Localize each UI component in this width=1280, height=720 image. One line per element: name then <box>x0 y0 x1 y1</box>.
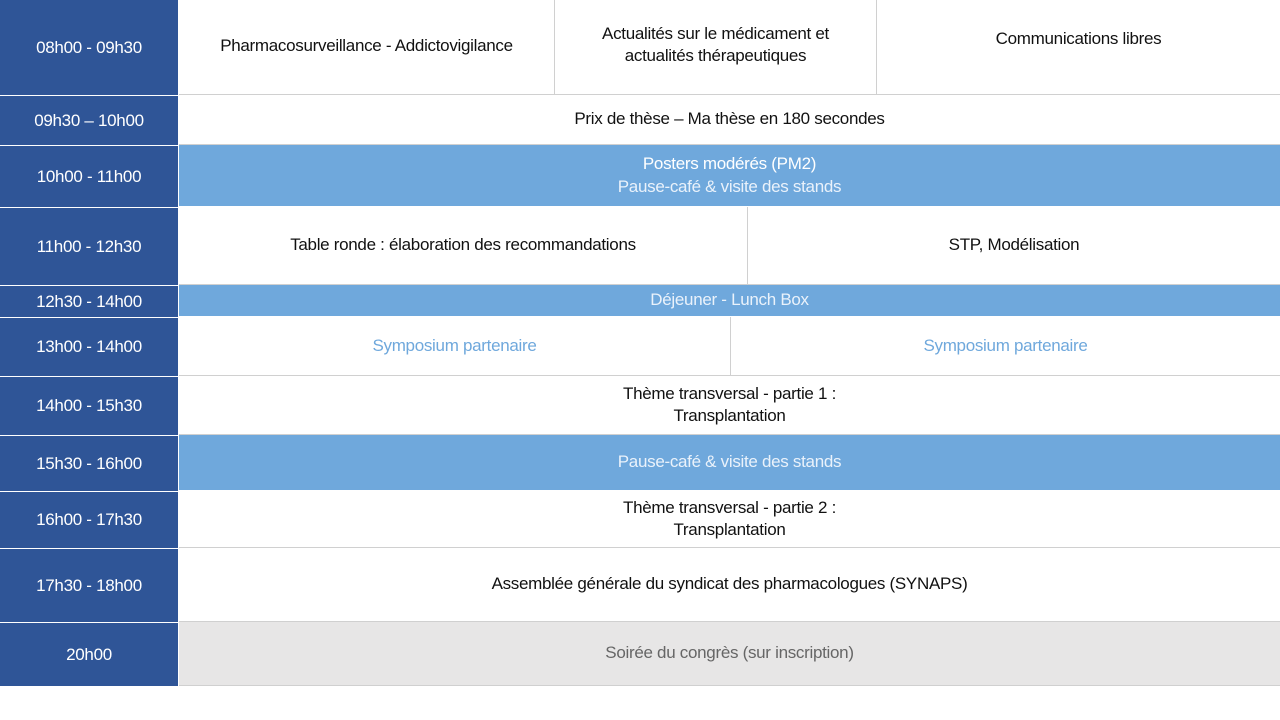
schedule-row-2000 <box>0 622 1280 686</box>
session-label: Table ronde : élaboration des recommandations <box>290 235 636 255</box>
session-table-ronde <box>179 207 748 285</box>
session-posters-pause <box>179 145 1280 207</box>
time-slot: 11h00 - 12h30 <box>0 207 179 285</box>
session-label: STP, Modélisation <box>948 235 1080 255</box>
session-label: Communications libres <box>995 29 1162 48</box>
time-slot: 14h00 - 15h30 <box>0 376 179 435</box>
schedule-row-0800 <box>0 0 1280 95</box>
session-label: Assemblée générale du syndicat des pharmacologues (SYNAPS) <box>491 574 968 594</box>
session-label: Pharmacosurveillance - Addictovigilance <box>220 35 513 55</box>
time-slot: 17h30 - 18h00 <box>0 548 179 622</box>
time-slot: 13h00 - 14h00 <box>0 317 179 376</box>
session-label-line2: actualités thérapeutiques <box>624 46 807 65</box>
time-slot: 12h30 - 14h00 <box>0 285 179 317</box>
session-pause-cafe <box>179 435 1280 491</box>
session-label-line1: Actualités sur le médicament et <box>602 23 829 43</box>
schedule-row-1100 <box>0 207 1280 285</box>
session-label-line2: Pause-café & visite des stands <box>617 176 842 196</box>
schedule-row-1400 <box>0 376 1280 435</box>
schedule-row-1300 <box>0 317 1280 376</box>
session-label: Déjeuner - Lunch Box <box>650 290 809 310</box>
session-label-line1: Posters modérés (PM2) <box>642 154 817 174</box>
schedule-row-1600 <box>0 491 1280 548</box>
session-symposium-right <box>731 317 1280 376</box>
session-communications-libres <box>877 0 1280 95</box>
time-slot: 08h00 - 09h30 <box>0 0 179 95</box>
session-label: Prix de thèse – Ma thèse en 180 secondes <box>574 109 885 129</box>
session-label-line1: Thème transversal - partie 2 : <box>622 497 837 517</box>
time-slot: 10h00 - 11h00 <box>0 145 179 207</box>
schedule-row-1230 <box>0 285 1280 317</box>
session-actualites <box>555 0 877 95</box>
session-label: Soirée du congrès (sur inscription) <box>605 643 854 663</box>
session-label-line1: Thème transversal - partie 1 : <box>622 383 837 403</box>
schedule-row-1530 <box>0 435 1280 491</box>
session-theme-transversal-1 <box>179 376 1280 435</box>
session-pharmacosurveillance <box>179 0 555 95</box>
schedule-row-1730 <box>0 548 1280 622</box>
session-assemblee-generale <box>179 548 1280 622</box>
session-prix-de-these <box>179 95 1280 145</box>
session-dejeuner <box>179 285 1280 317</box>
schedule-row-0930 <box>0 95 1280 145</box>
session-soiree-congres <box>179 622 1280 686</box>
schedule-row-1000 <box>0 145 1280 207</box>
session-label-line2: Transplantation <box>673 520 786 539</box>
time-slot: 20h00 <box>0 622 179 686</box>
time-slot: 16h00 - 17h30 <box>0 491 179 548</box>
time-slot: 15h30 - 16h00 <box>0 435 179 491</box>
session-label: Symposium partenaire <box>923 335 1088 355</box>
session-label-line2: Transplantation <box>673 406 786 425</box>
session-stp-modelisation <box>748 207 1280 285</box>
session-symposium-left <box>179 317 731 376</box>
session-label: Pause-café & visite des stands <box>617 452 842 472</box>
time-slot: 09h30 – 10h00 <box>0 95 179 145</box>
session-theme-transversal-2 <box>179 491 1280 548</box>
session-label: Symposium partenaire <box>372 335 537 355</box>
